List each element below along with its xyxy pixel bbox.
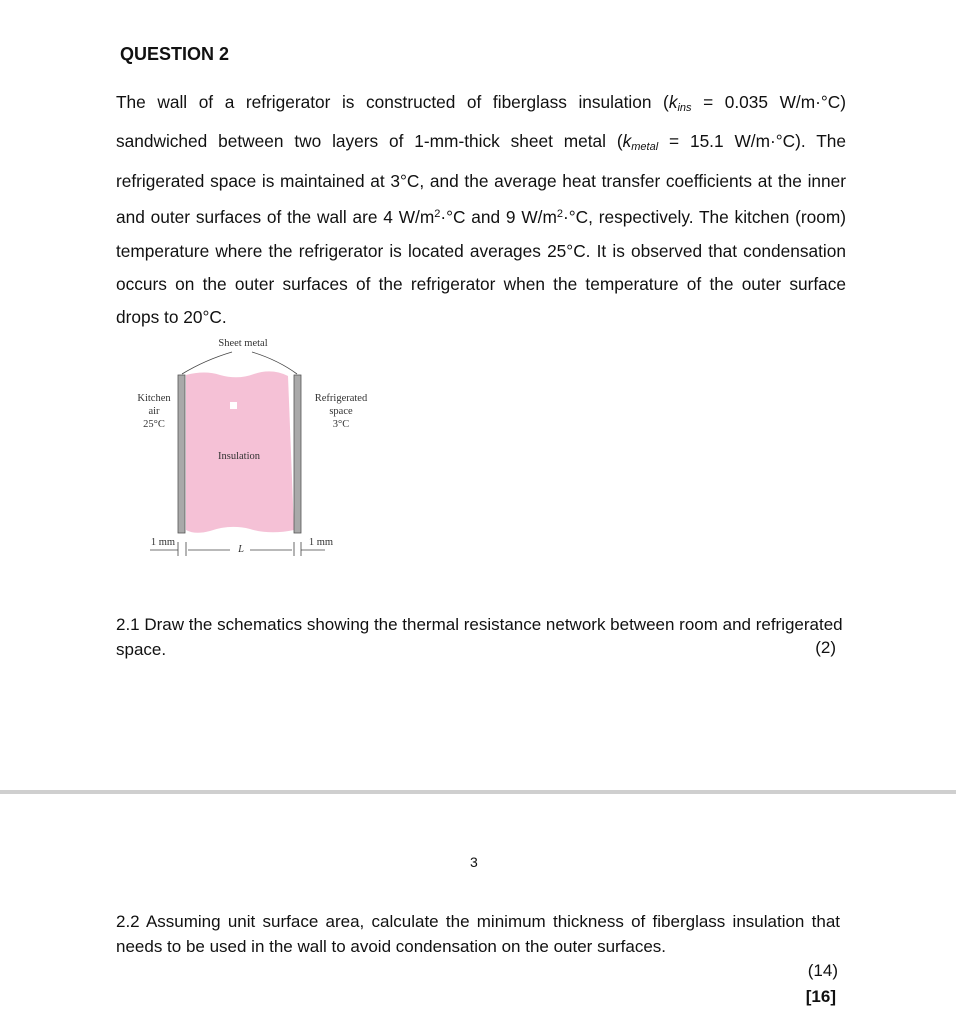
- k-ins-symbol: k: [668, 92, 678, 112]
- insulation-label: Insulation: [218, 451, 260, 462]
- length-label: L: [238, 544, 244, 555]
- question-title: QUESTION 2: [120, 44, 230, 64]
- wall-figure: [120, 330, 400, 570]
- question-2-2-marks: (14): [807, 961, 838, 980]
- refrigerated-space-label: Refrigerated space 3°C: [314, 393, 368, 430]
- question-2-1-marks: (2): [815, 638, 836, 657]
- inner-sheet-metal: [294, 375, 301, 533]
- right-thickness-label: 1 mm: [308, 537, 334, 548]
- k-ins-subscript: ins: [677, 102, 692, 114]
- question-2-2-text: 2.2 Assuming unit surface area, calculate the minimum thickness of fiberglass insulation that needs to be used in the wall to avoid condensation on the outer surfaces.: [116, 912, 840, 956]
- para-s3: ·°C and 9 W/m: [440, 207, 557, 228]
- para-s1: The wall of a refrigerator is constructed of fiberglass insulation (: [116, 92, 669, 112]
- page-divider: [0, 790, 956, 794]
- left-thickness-label: 1 mm: [150, 537, 176, 548]
- question-total-marks: [16]: [805, 987, 836, 1006]
- para-s2: sandwiched between two layers of 1-mm-thick sheet metal (: [116, 131, 623, 152]
- small-square-marker: [230, 402, 237, 409]
- leader-line-right: [252, 352, 297, 374]
- superscript-2: 2: [556, 208, 563, 221]
- k-metal-symbol: k: [622, 131, 632, 152]
- kitchen-air-label: Kitchen air 25°C: [137, 393, 171, 430]
- problem-statement: [116, 86, 846, 335]
- page-number: 3: [470, 854, 478, 870]
- leader-line-left: [182, 352, 232, 374]
- k-ins-value: = 0.035 W/m·°C): [691, 92, 846, 112]
- k-metal-subscript: metal: [631, 141, 659, 154]
- sheet-metal-label: Sheet metal: [218, 338, 268, 349]
- para-s4: ·°C, respectively. The kitchen (room) temperature where the refrigerator is located averages 25°C. It is observed that condensation occurs on the outer surfaces of the refrigerator when the temperature of the outer surface drops to 20°C.: [116, 207, 846, 328]
- k-metal-value: = 15.1 W/m·°C). The refrigerated space is maintained at 3°C, and the average heat transfer coefficients at the inner and outer surfaces of the wall are 4 W/m: [116, 131, 846, 228]
- superscript-2: 2: [434, 208, 441, 221]
- question-2-1-text: 2.1 Draw the schematics showing the thermal resistance network between room and refrigerated space.: [116, 615, 843, 659]
